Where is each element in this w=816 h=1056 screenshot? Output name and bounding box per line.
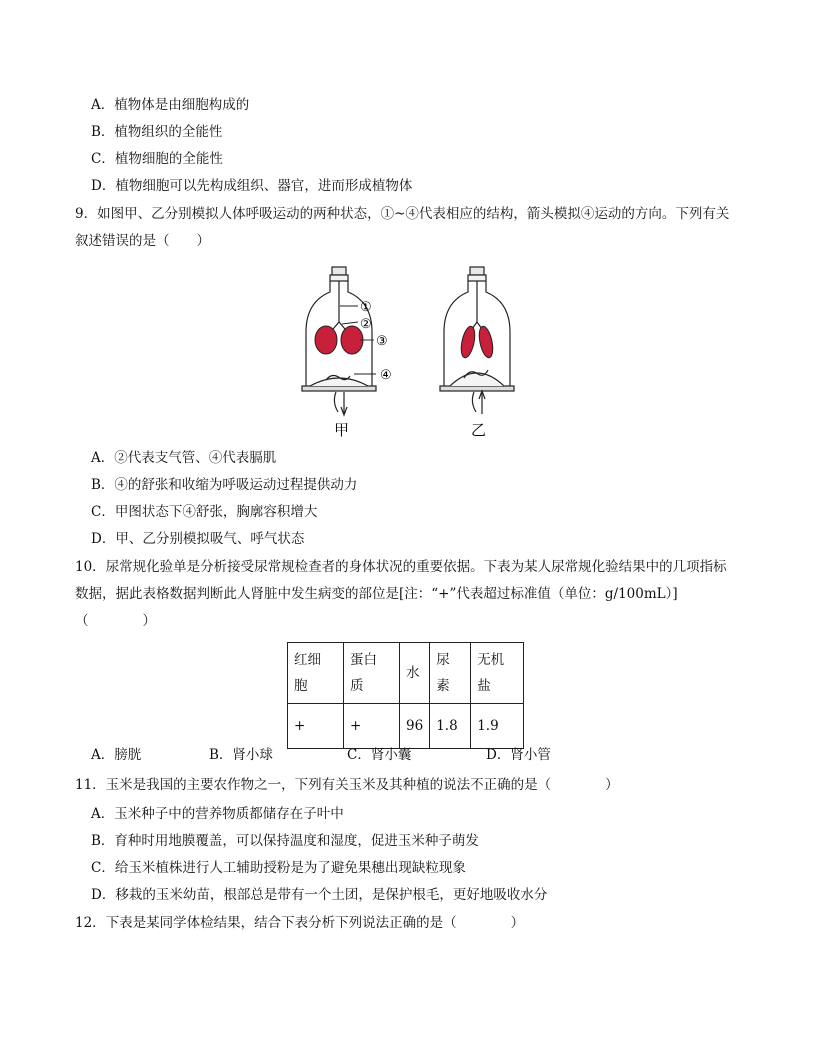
urine-test-table <box>287 642 524 749</box>
jar-yi <box>440 267 514 414</box>
table-row <box>288 704 524 749</box>
q9-option-c: C．甲图状态下④舒张，胸廓容积增大 <box>91 504 318 520</box>
q11-option-c: C．给玉米植株进行人工辅助授粉是为了避免果穗出现缺粒现象 <box>91 860 466 876</box>
q10-option-b: B．肾小球 <box>209 747 273 763</box>
q9-option-a: A．②代表支气管、④代表膈肌 <box>91 450 277 466</box>
value-protein: + <box>344 704 400 749</box>
q8-option-c: C．植物细胞的全能性 <box>91 151 223 167</box>
q10-option-a: A．膀胱 <box>91 747 142 763</box>
q10-stem-line3: （ ） <box>75 613 156 629</box>
q8-option-d: D．植物细胞可以先构成组织、器官，进而形成植物体 <box>91 178 413 194</box>
q10-option-c: C．肾小囊 <box>347 747 412 763</box>
label-2: ② <box>360 317 372 332</box>
q9-option-d: D．甲、乙分别模拟吸气、呼气状态 <box>91 531 305 547</box>
label-1: ① <box>360 300 372 315</box>
q10-stem-line1: 10．尿常规化验单是分析接受尿常规检查者的身体状况的重要依据。下表为某人尿常规化验结果中的几项指标 <box>75 559 727 575</box>
caption-jia: 甲 <box>334 421 350 439</box>
q12-stem: 12．下表是某同学体检结果，结合下表分析下列说法正确的是（ ） <box>75 915 525 931</box>
header-urea: 尿 素 <box>430 643 471 704</box>
bell-jar-diagram <box>296 262 526 442</box>
q9-stem-line2: 叙述错误的是（ ） <box>75 233 210 249</box>
q11-option-a: A．玉米种子中的营养物质都储存在子叶中 <box>91 806 344 822</box>
value-urea: 1.8 <box>430 704 471 749</box>
q11-stem: 11．玉米是我国的主要农作物之一，下列有关玉米及其种植的说法不正确的是（ ） <box>75 777 619 793</box>
table-header-row <box>288 643 524 704</box>
label-4: ④ <box>380 368 392 383</box>
header-water: 水 <box>400 643 430 704</box>
q9-option-b: B．④的舒张和收缩为呼吸运动过程提供动力 <box>91 477 358 493</box>
q11-option-d: D．移栽的玉米幼苗，根部总是带有一个土团，是保护根毛，更好地吸收水分 <box>91 887 548 903</box>
label-3: ③ <box>376 334 388 349</box>
header-rbc: 红细 胞 <box>288 643 344 704</box>
q10-stem-line2: 数据，据此表格数据判断此人肾脏中发生病变的部位是[注：“+”代表超过标准值（单位：g/100mL）] <box>75 586 678 602</box>
q8-option-b: B．植物组织的全能性 <box>91 124 223 140</box>
q11-option-b: B．育种时用地膜覆盖，可以保持温度和湿度，促进玉米种子萌发 <box>91 833 479 849</box>
q8-option-a: A．植物体是由细胞构成的 <box>91 97 250 113</box>
value-salt: 1.9 <box>471 704 524 749</box>
value-water: 96 <box>400 704 430 749</box>
caption-yi: 乙 <box>471 421 487 439</box>
q10-option-d: D．肾小管 <box>486 747 551 763</box>
jar-jia <box>302 267 376 415</box>
bell-jar-figure <box>296 262 526 442</box>
value-rbc: + <box>288 704 344 749</box>
q9-stem-line1: 9．如图甲、乙分别模拟人体呼吸运动的两种状态，①~④代表相应的结构，箭头模拟④运动的方向。下列有关 <box>75 206 730 222</box>
header-protein: 蛋白 质 <box>344 643 400 704</box>
header-salt: 无机 盐 <box>471 643 524 704</box>
